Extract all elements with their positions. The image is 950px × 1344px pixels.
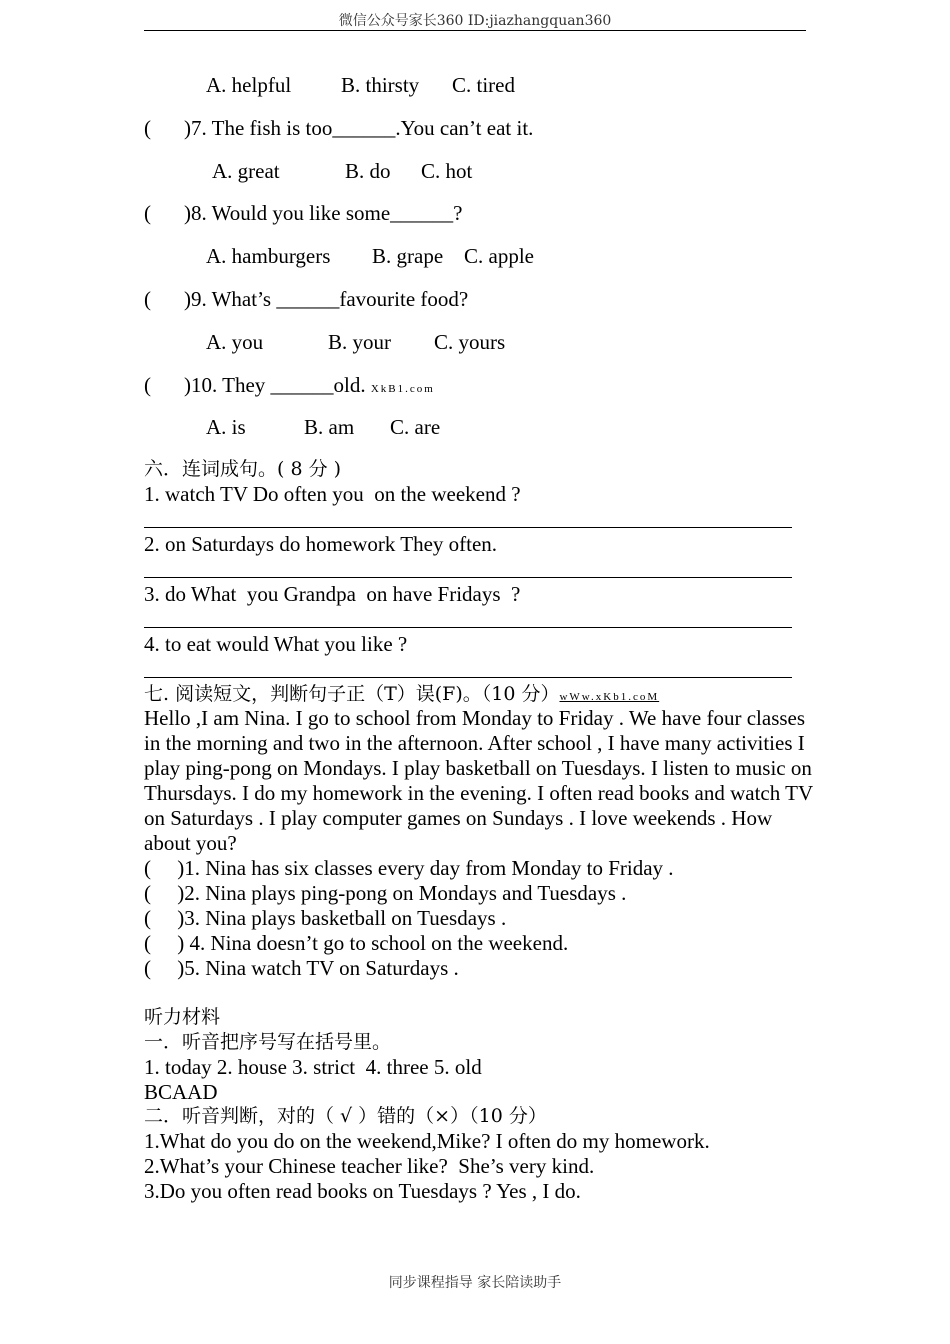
statement-2: ( )2. Nina plays ping-pong on Mondays and Tuesdays . xyxy=(144,881,627,905)
statement-1: ( )1. Nina has six classes every day from Monday to Friday . xyxy=(144,856,674,880)
q6-option-c: C. tired xyxy=(452,73,515,97)
section6-title: 六．连词成句。( 8 分 ) xyxy=(144,458,342,480)
q10-option-c: C. are xyxy=(390,415,441,439)
statement-5: ( )5. Nina watch TV on Saturdays . xyxy=(144,956,459,980)
statement-3: ( )3. Nina plays basketball on Tuesdays . xyxy=(144,906,507,930)
q8-option-a: A. hamburgers xyxy=(206,244,331,268)
answer-line-4 xyxy=(144,677,792,678)
page-footer: 同步课程指导 家长陪读助手 xyxy=(388,1275,562,1291)
q9-text: )9. What’s ______favourite food? xyxy=(184,287,469,311)
q8-option-c: C. apple xyxy=(464,244,534,268)
q10-paren: ( xyxy=(144,373,151,397)
q8-paren: ( xyxy=(144,201,151,225)
q9-option-a: A. you xyxy=(206,330,264,354)
q7-option-b: B. do xyxy=(345,159,391,183)
statement-4: ( ) 4. Nina doesn’t go to school on the weekend. xyxy=(144,931,569,955)
section7-heading xyxy=(144,681,659,709)
listening-part1-answer: BCAAD xyxy=(144,1080,218,1104)
listening-part1-title: 一．听音把序号写在括号里。 xyxy=(144,1031,392,1053)
q10-text: )10. They ______old. xyxy=(184,373,366,397)
listening-part2-line-3: 3.Do you often read books on Tuesdays ? Yes , I do. xyxy=(144,1179,581,1203)
q7-paren: ( xyxy=(144,116,151,140)
listening-part2-line-2: 2.What’s your Chinese teacher like? She’s very kind. xyxy=(144,1154,595,1178)
q6-option-a: A. helpful xyxy=(206,73,292,97)
section7-watermark: wWw.xKb1.coM xyxy=(559,691,660,703)
section6-item-3: 3. do What you Grandpa on have Fridays ? xyxy=(144,582,521,606)
reading-passage: Hello ,I am Nina. I go to school from Monday to Friday . We have four classes in the morning and two in the afternoon. After school , I have many activities I play ping-pong on Mondays. I play basketball on Tuesdays. I listen to music on Thursdays. I do my homework in the evening. I often read books and watch TV on Saturdays . I play computer games on Sundays . I love weekends . How about you? xyxy=(144,706,813,855)
q7-text: )7. The fish is too______.You can’t eat it. xyxy=(184,116,534,140)
q8-text: )8. Would you like some______? xyxy=(184,201,463,225)
section6-item-2: 2. on Saturdays do homework They often. xyxy=(144,532,498,556)
q10-option-a: A. is xyxy=(206,415,246,439)
section7-title: 七. 阅读短文，判断句子正（T）误(F)。（10 分） xyxy=(144,683,560,705)
q6-option-b: B. thirsty xyxy=(341,73,420,97)
q7-option-c: C. hot xyxy=(421,159,473,183)
listening-part1-words: 1. today 2. house 3. strict 4. three 5. old xyxy=(144,1055,482,1079)
listening-part2-line-1: 1.What do you do on the weekend,Mike? I often do my homework. xyxy=(144,1129,710,1153)
answer-line-3 xyxy=(144,627,792,628)
section6-item-1: 1. watch TV Do often you on the weekend ? xyxy=(144,482,521,506)
answer-line-2 xyxy=(144,577,792,578)
listening-part2-title: 二．听音判断，对的（ √ ）错的（×）（10 分） xyxy=(144,1105,547,1127)
q8-option-b: B. grape xyxy=(372,244,444,268)
listening-title: 听力材料 xyxy=(144,1006,221,1028)
q9-option-b: B. your xyxy=(328,330,391,354)
q9-paren: ( xyxy=(144,287,151,311)
answer-line-1 xyxy=(144,527,792,528)
q9-option-c: C. yours xyxy=(434,330,506,354)
q7-option-a: A. great xyxy=(212,159,280,183)
q10-option-b: B. am xyxy=(304,415,355,439)
q10-line xyxy=(184,373,435,401)
section6-item-4: 4. to eat would What you like ? xyxy=(144,632,408,656)
q10-watermark: XkB1.com xyxy=(370,383,435,395)
page-header: 微信公众号家长360 ID:jiazhangquan360 xyxy=(144,10,806,31)
